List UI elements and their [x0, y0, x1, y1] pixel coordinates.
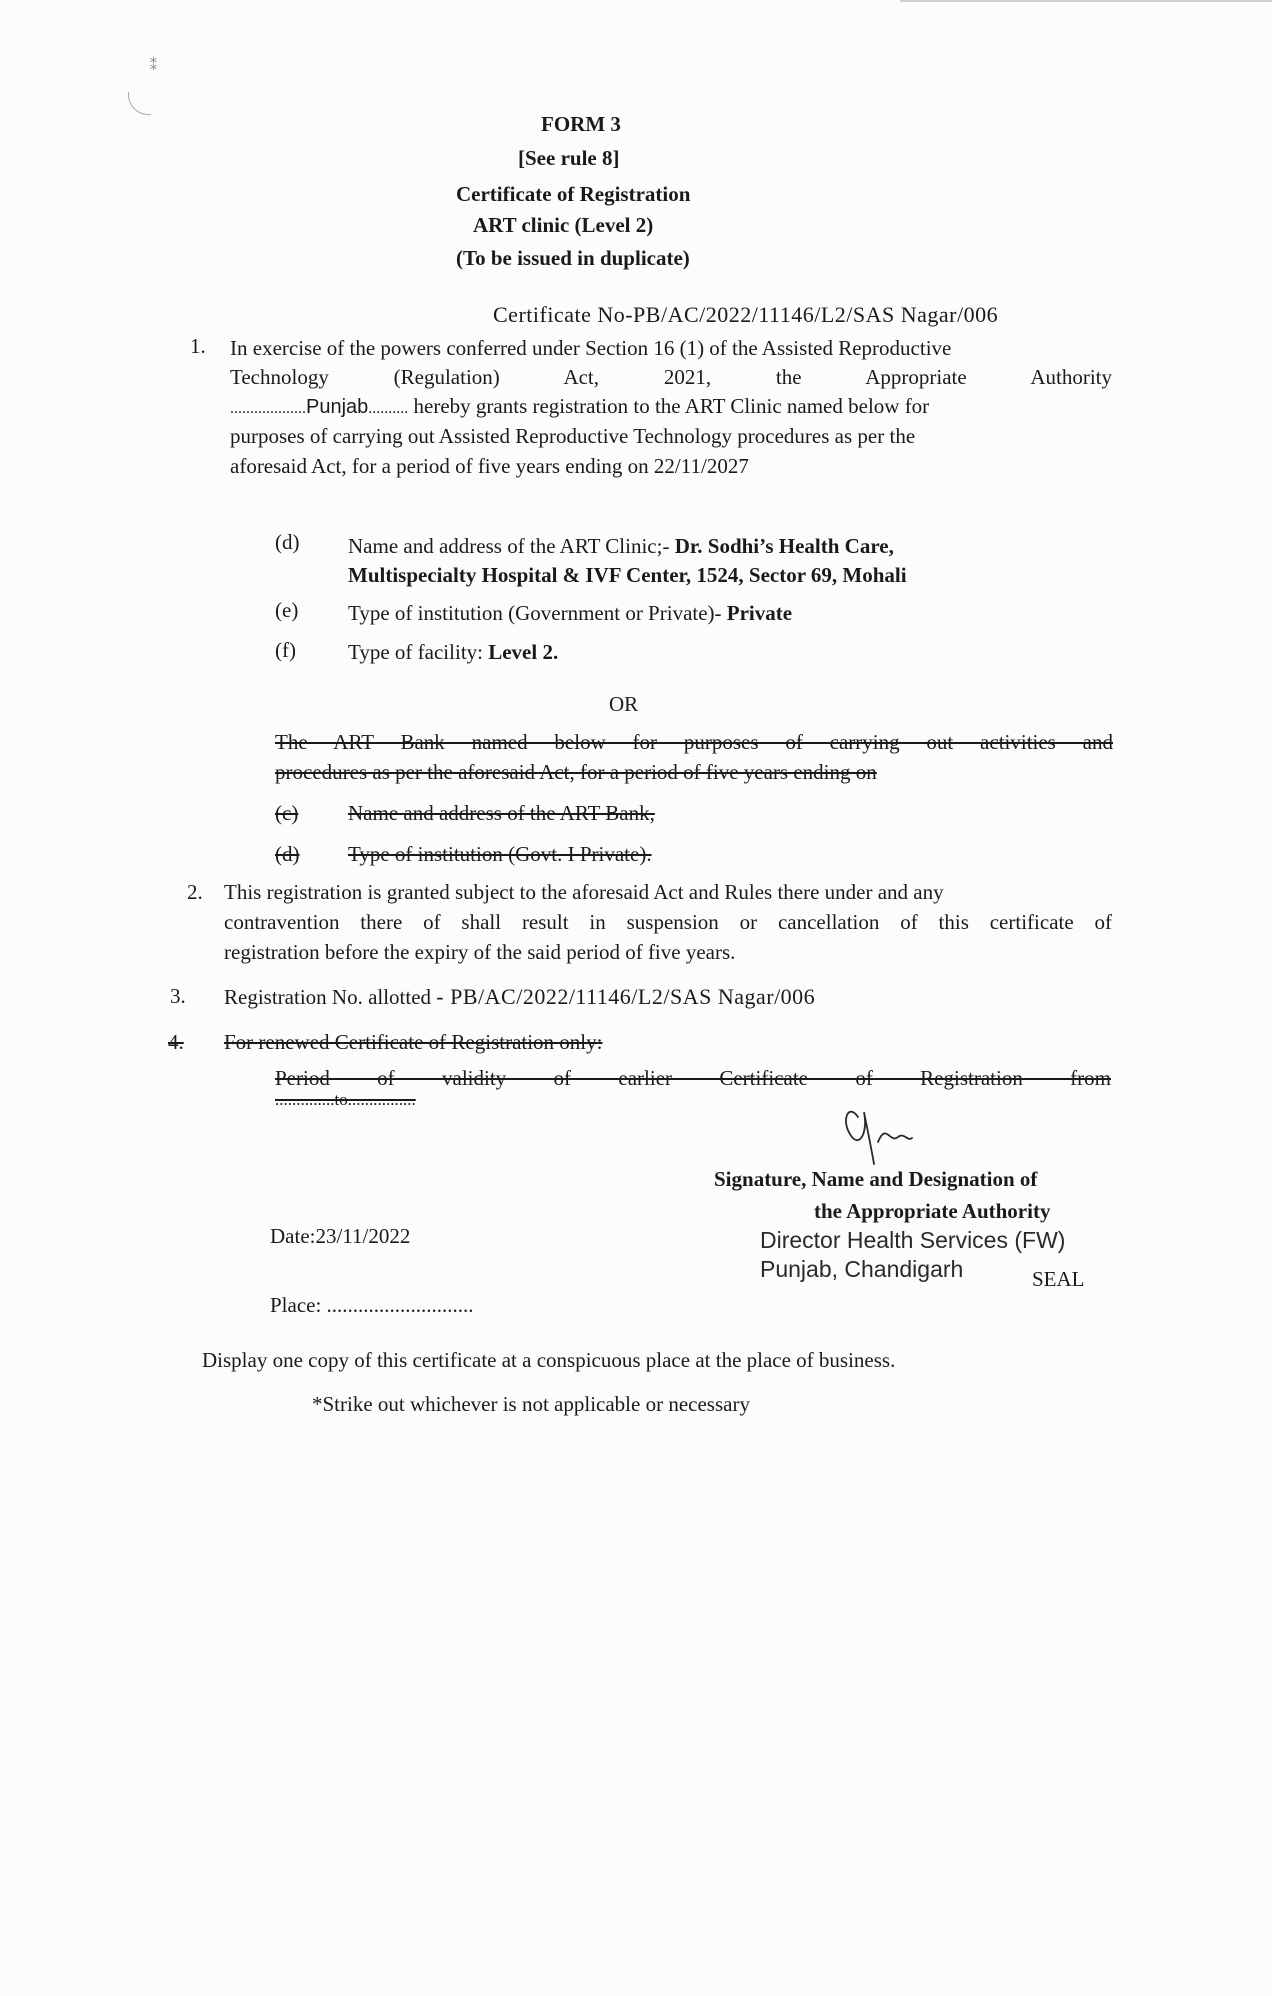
stamp-designation: Director Health Services (FW) — [760, 1227, 1066, 1253]
scan-edge-line — [900, 0, 1272, 2]
institution-type — [348, 601, 792, 626]
handwritten-signature — [838, 1092, 948, 1172]
duplicate-note: (To be issued in duplicate) — [456, 246, 690, 270]
para2-line2: contravention there of shall result in suspension or cancellation of this certificate of — [224, 910, 1112, 934]
stamp-location: Punjab, Chandigarh — [760, 1256, 964, 1282]
bank-line2: procedures as per the aforesaid Act, for a period of five years ending on — [275, 760, 877, 784]
authority-name: Punjab — [306, 396, 369, 418]
para4-number: 4. — [168, 1030, 184, 1054]
scan-mark-curve — [128, 92, 151, 115]
bank-item-label: (c) — [275, 801, 299, 825]
display-instruction: Display one copy of this certificate at a conspicuous place at the place of business. — [202, 1348, 896, 1372]
para1-line3 — [230, 394, 929, 419]
clinic-name-label: Name and address of the ART Clinic;- — [348, 534, 675, 558]
authority-dots-before: ................... — [230, 400, 306, 417]
para1-line1: In exercise of the powers conferred under Section 16 (1) of the Assisted Reproductive — [230, 336, 952, 360]
rule-reference: [See rule 8] — [518, 146, 620, 170]
clinic-item-label: (d) — [275, 530, 300, 554]
signature-line2: the Appropriate Authority — [814, 1199, 1051, 1223]
facility-type-label: Type of facility: — [348, 640, 489, 664]
form-number: FORM 3 — [541, 112, 621, 136]
certificate-title: Certificate of Registration — [456, 182, 691, 206]
para4-line1: For renewed Certificate of Registration only: — [224, 1030, 603, 1054]
para1-line4: purposes of carrying out Assisted Reproductive Technology procedures as per the — [230, 424, 916, 448]
bank-item-label: (d) — [275, 842, 300, 866]
authority-dots-after: .......... — [368, 400, 409, 417]
seal-label: SEAL — [1032, 1267, 1085, 1291]
place-field: Place: ............................ — [270, 1293, 474, 1317]
institution-type-label: Type of institution (Government or Private)- — [348, 601, 727, 625]
bank-line1: The ART Bank named below for purposes of carrying out activities and — [275, 730, 1113, 754]
clinic-address: Multispecialty Hospital & IVF Center, 1524, Sector 69, Mohali — [348, 563, 907, 587]
para1-line5: aforesaid Act, for a period of five years ending on 22/11/2027 — [230, 454, 749, 478]
para3-number: 3. — [170, 984, 186, 1008]
issue-date: Date:23/11/2022 — [270, 1224, 411, 1248]
clinic-name-value: Dr. Sodhi’s Health Care, — [674, 534, 894, 558]
certificate-subtitle: ART clinic (Level 2) — [473, 213, 654, 237]
para4-line2: Period of validity of earlier Certificate of Registration from — [275, 1066, 1111, 1090]
institution-type-value: Private — [726, 601, 793, 625]
registration-number-row — [224, 984, 815, 1010]
bank-item-text: Name and address of the ART Bank, — [348, 801, 655, 825]
para2-line3: registration before the expiry of the said period of five years. — [224, 940, 736, 964]
strike-out-note: *Strike out whichever is not applicable or necessary — [312, 1392, 750, 1416]
certificate-number: Certificate No-PB/AC/2022/11146/L2/SAS Nagar/006 — [493, 302, 999, 327]
para4-line3: ..............to................ — [275, 1090, 416, 1109]
clinic-item-label: (f) — [275, 638, 296, 662]
para1-number: 1. — [190, 334, 206, 358]
or-separator: OR — [609, 692, 639, 716]
clinic-item-label: (e) — [275, 598, 299, 622]
para2-line1: This registration is granted subject to the aforesaid Act and Rules there under and any — [224, 880, 944, 904]
para1-line3-rest: hereby grants registration to the ART Clinic named below for — [413, 394, 930, 418]
registration-number-label: Registration No. allotted — [224, 985, 432, 1009]
scan-mark: ⁑ — [150, 59, 157, 74]
para2-number: 2. — [187, 880, 203, 904]
clinic-item-name — [348, 534, 894, 559]
facility-type-value: Level 2. — [488, 640, 559, 664]
registration-number-value: - PB/AC/2022/11146/L2/SAS Nagar/006 — [436, 984, 816, 1009]
facility-type — [348, 640, 558, 665]
para1-line2: Technology (Regulation) Act, 2021, the Appropriate Authority — [230, 365, 1112, 389]
signature-line1: Signature, Name and Designation of — [714, 1167, 1038, 1191]
bank-item-text: Type of institution (Govt. I Private). — [348, 842, 652, 866]
